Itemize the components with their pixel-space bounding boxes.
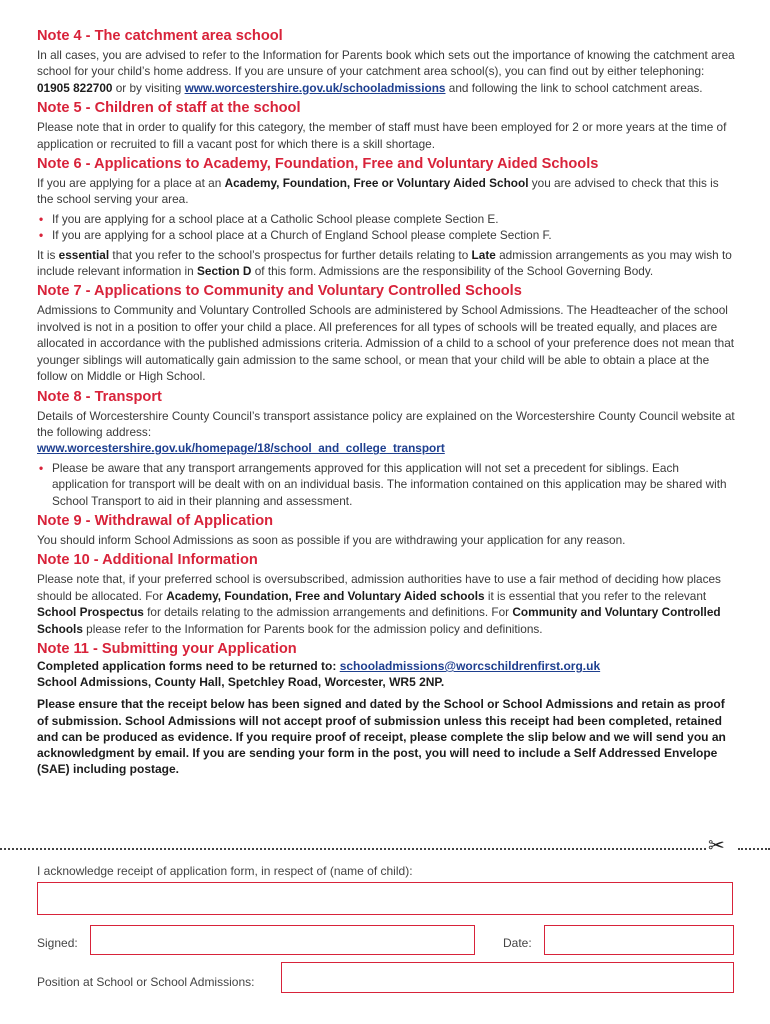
acknowledge-label: I acknowledge receipt of application form, in respect of (name of child):	[37, 864, 413, 878]
note-10-title: Note 10 - Additional Information	[37, 552, 258, 569]
note-10-text: Please note that, if your preferred school is oversubscribed, admission authorities have to use a fair method of deciding how places should be allocated. For Academy, Foundation, Free and Voluntary Aided schools it is essential that you refer to the relevant School Prospectus for details relating to the admission arrangements and definitions. For Community and Voluntary Controlled Schools please refer to the Information for Parents book for the admission policy and definitions.	[37, 572, 721, 636]
note-6-bullets	[37, 211, 737, 244]
note-11-title: Note 11 - Submitting your Application	[37, 640, 297, 657]
note-8-link-line	[37, 440, 737, 456]
phone-number: 01905 822700	[37, 80, 113, 95]
list-item: • If you are applying for a school place at a Church of England School please complete Section F.	[39, 228, 552, 243]
note-6-text: If you are applying for a place at an Academy, Foundation, Free or Voluntary Aided School you are advised to check that this is the school serving your area.	[37, 176, 719, 207]
admissions-email-link[interactable]: schooladmissions@worcschildrenfirst.org.uk	[339, 658, 601, 673]
note-7	[37, 283, 737, 384]
position-label: Position at School or School Admissions:	[37, 975, 255, 989]
note-8-bullets	[37, 460, 737, 509]
note-9-title: Note 9 - Withdrawal of Application	[37, 512, 274, 529]
note-5-text: Please note that in order to qualify for this category, the member of staff must have been employed for 2 or more years at the time of application or recruited to fill a vacant post for which there is a skill shortage.	[37, 120, 727, 151]
note-11-address: School Admissions, County Hall, Spetchley Road, Worcester, WR5 2NP.	[37, 675, 445, 690]
school-admissions-link[interactable]: www.worcestershire.gov.uk/schooladmissions	[184, 80, 446, 95]
note-11-return: Completed application forms need to be returned to: schooladmissions@worcschildrenfirst.org.uk	[37, 658, 601, 673]
notes-page	[37, 28, 737, 777]
bullet-icon: •	[39, 460, 44, 475]
note-6-title: Note 6 - Applications to Academy, Foundation, Free and Voluntary Aided Schools	[37, 156, 599, 173]
note-8-title: Note 8 - Transport	[37, 388, 162, 405]
date-label: Date:	[503, 936, 532, 950]
note-9	[37, 513, 737, 548]
note-11-receipt-text: Please ensure that the receipt below has been signed and dated by the School or School Admissions and retain as proof of submission. School Admissions will not accept proof of submission unless this receipt had been completed, retained and can be produced as evidence. If you require proof of receipt, please complete the slip below and we will send you an acknowledgment by email. If you are sending your form in the post, you will need to include a Self Addressed Envelope (SAE) including postage.	[37, 697, 726, 777]
position-field[interactable]	[281, 962, 734, 993]
note-8	[37, 389, 737, 509]
transport-link[interactable]: www.worcestershire.gov.uk/homepage/18/school_and_college_transport	[37, 441, 445, 456]
note-10	[37, 552, 737, 637]
note-4-text: In all cases, you are advised to refer to the Information for Parents book which sets out the importance of knowing the catchment area school for your child’s home address. If you are unsure of your catchment area school(s), you can find out by either telephoning: 01905 822700 or by visiting www.worcestershire.gov.uk/schooladmissions and following the link to school catchment areas.	[37, 48, 735, 95]
note-6-prospectus-text: It is essential that you refer to the school’s prospectus for further details relating to Late admission arrangements as you may wish to include relevant information in Section D of this form. Admissions are the responsibility of the School Governing Body.	[37, 247, 732, 279]
scissors-icon: ✂	[708, 835, 725, 857]
bullet-icon: •	[39, 211, 44, 226]
list-item: • Please be aware that any transport arrangements approved for this application will not set a precedent for siblings. Each application for transport will be dealt with on an individual basis. The information contained on this application may be shared with School Transport to aid in their planning and assessment.	[39, 460, 727, 508]
note-6	[37, 156, 737, 279]
note-4-title: Note 4 - The catchment area school	[37, 28, 283, 44]
signed-label: Signed:	[37, 936, 78, 950]
cut-line-end	[738, 848, 770, 850]
note-11	[37, 641, 737, 777]
note-7-text: Admissions to Community and Voluntary Controlled Schools are administered by School Admissions. The Headteacher of the school involved is not in a position to offer your child a place. All preferences for all types of schools will be treated equally, and places are allocated in accordance with the published admissions criteria. Admission of a child to a school of your preference does not mean that younger siblings will automatically gain admission to the same school, or mean that your child will be able to obtain a place at the follow on Middle or High School.	[37, 303, 735, 384]
child-name-field[interactable]	[37, 882, 733, 915]
note-7-title: Note 7 - Applications to Community and Voluntary Controlled Schools	[37, 283, 522, 300]
list-item: • If you are applying for a school place at a Catholic School please complete Section E.	[39, 211, 499, 226]
note-5-title: Note 5 - Children of staff at the school	[37, 100, 301, 117]
note-8-text: Details of Worcestershire County Council’s transport assistance policy are explained on the Worcestershire County Council website at the following address:	[37, 408, 735, 439]
bullet-icon: •	[39, 228, 44, 243]
signature-field[interactable]	[90, 925, 475, 955]
cut-line	[0, 848, 706, 850]
note-9-text: You should inform School Admissions as soon as possible if you are withdrawing your application for any reason.	[37, 532, 626, 547]
note-5	[37, 100, 737, 152]
date-field[interactable]	[544, 925, 734, 955]
note-4	[37, 28, 737, 96]
